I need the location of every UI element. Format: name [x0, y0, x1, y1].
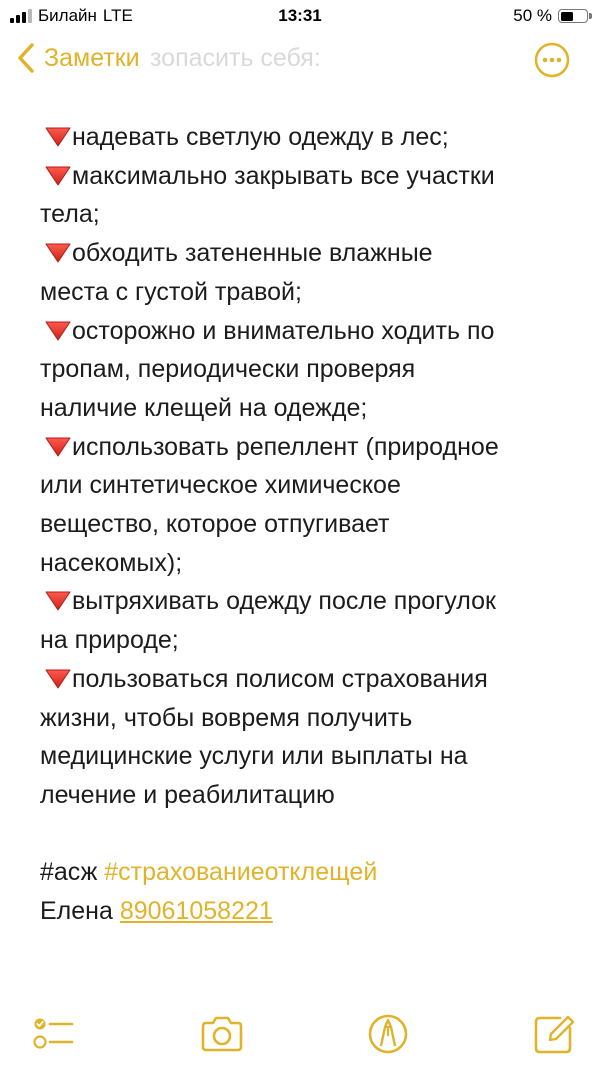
checklist-icon[interactable] [30, 1010, 78, 1058]
status-bar [0, 0, 600, 34]
bullet-item-continuation [40, 621, 585, 660]
bullet-item-line [40, 234, 585, 273]
note-text: медицинские услуги или выплаты на [40, 742, 468, 771]
bullet-item-continuation [40, 544, 585, 583]
phone-link[interactable]: 89061058221 [119, 897, 273, 926]
status-time: 13:31 [278, 6, 322, 25]
markup-pen-icon[interactable] [364, 1010, 412, 1058]
note-text: использовать репеллент (природное [72, 432, 499, 461]
bullet-item-continuation [40, 505, 585, 544]
contact-name: Елена [40, 897, 113, 926]
scrolled-title-text: зопасить себя: [150, 44, 321, 72]
bullet-item-continuation [40, 699, 585, 738]
hashtags-line [40, 853, 585, 892]
bottom-toolbar [0, 1010, 600, 1060]
bullet-item-continuation [40, 776, 585, 815]
bullet-item-line [40, 428, 585, 467]
back-button-label: Заметки [44, 43, 140, 72]
red-triangle-down-icon [44, 320, 72, 341]
note-text: насекомых); [40, 548, 183, 577]
compose-icon[interactable] [530, 1010, 578, 1058]
note-text: на природе; [40, 626, 179, 655]
bullet-item-continuation [40, 737, 585, 776]
red-triangle-down-icon [44, 165, 72, 186]
red-triangle-down-icon [44, 668, 72, 689]
bullet-item-continuation [40, 195, 585, 234]
camera-icon[interactable] [198, 1010, 246, 1058]
note-text: максимально закрывать все участки [72, 161, 495, 190]
bullet-item-continuation [40, 350, 585, 389]
red-triangle-down-icon [44, 242, 72, 263]
hashtag-asj: #асж [40, 858, 98, 887]
red-triangle-down-icon [44, 590, 72, 611]
note-text: или синтетическое химическое [40, 471, 401, 500]
navigation-bar [0, 34, 600, 88]
note-text: обходить затененные влажные [72, 239, 433, 268]
note-text: вытряхивать одежду после прогулок [72, 587, 496, 616]
bullet-item-line [40, 660, 585, 699]
bullet-item-continuation [40, 273, 585, 312]
note-text: осторожно и внимательно ходить по [72, 316, 495, 345]
note-text: жизни, чтобы вовремя получить [40, 703, 413, 732]
bullet-item-line [40, 312, 585, 351]
bullet-item-line [40, 582, 585, 621]
bullet-item-continuation [40, 466, 585, 505]
note-body[interactable] [40, 118, 585, 931]
battery-icon [558, 9, 588, 23]
chevron-left-icon [16, 42, 36, 74]
bullet-item-continuation [40, 389, 585, 428]
note-text: пользоваться полисом страхования [72, 664, 488, 693]
bullet-item-line [40, 118, 585, 157]
note-text: тела; [40, 200, 100, 229]
more-options-icon[interactable] [534, 42, 570, 78]
battery-percent: 50 % [513, 6, 552, 25]
hashtag-link[interactable]: #страхованиеотклещей [104, 858, 378, 887]
note-text: лечение и реабилитацию [40, 780, 335, 809]
bullet-item-line [40, 157, 585, 196]
note-text: вещество, которое отпугивает [40, 510, 390, 539]
note-text: тропам, периодически проверяя [40, 355, 416, 384]
note-text: надевать светлую одежду в лес; [72, 123, 449, 151]
blank-line [40, 815, 585, 854]
contact-line [40, 892, 585, 931]
red-triangle-down-icon [44, 126, 72, 147]
status-right [513, 6, 588, 26]
note-text: наличие клещей на одежде; [40, 393, 368, 422]
red-triangle-down-icon [44, 436, 72, 457]
back-button[interactable] [16, 42, 140, 74]
carrier-name: Билайн [38, 6, 97, 25]
network-type: LTE [102, 6, 133, 25]
note-text: места с густой травой; [40, 277, 302, 306]
